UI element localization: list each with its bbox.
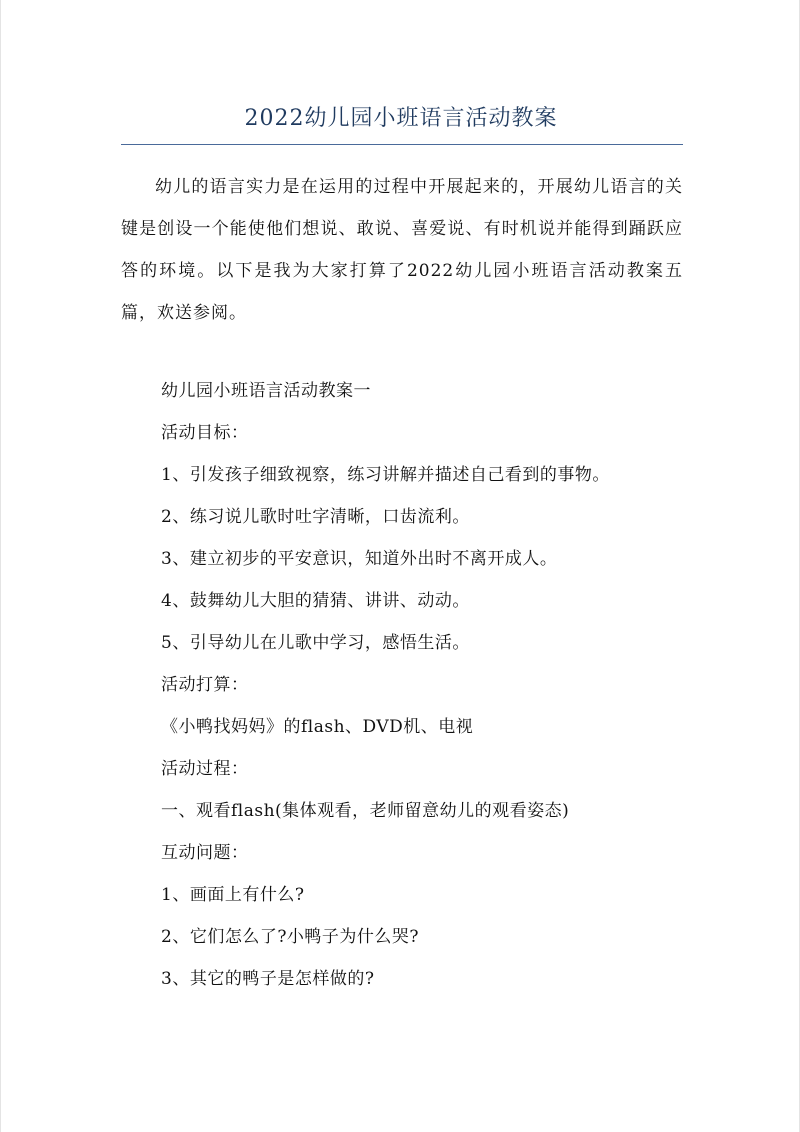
document-body xyxy=(121,166,683,1000)
body-line: 《小鸭找妈妈》的flash、DVD机、电视 xyxy=(161,717,474,737)
body-line: 1、引发孩子细致视察，练习讲解并描述自己看到的事物。 xyxy=(161,465,610,485)
document-title: 2022幼儿园小班语言活动教案 xyxy=(244,106,558,131)
body-line: 1、画面上有什么? xyxy=(161,885,305,905)
body-line: 2、练习说儿歌时吐字清晰，口齿流利。 xyxy=(161,507,470,527)
paragraph-spacer xyxy=(121,334,683,370)
body-line: 活动目标： xyxy=(161,423,249,443)
body-line: 3、建立初步的平安意识，知道外出时不离开成人。 xyxy=(161,549,558,569)
body-line: 2、它们怎么了?小鸭子为什么哭? xyxy=(161,927,420,947)
body-line: 活动过程： xyxy=(161,759,249,779)
intro-paragraph: 幼儿的语言实力是在运用的过程中开展起来的，开展幼儿语言的关键是创设一个能使他们想说、敢说、喜爱说、有时机说并能得到踊跃应答的环境。以下是我为大家打算了2022幼儿园小班语言活动教案五篇，欢送参阅。 xyxy=(121,177,683,323)
section-heading: 幼儿园小班语言活动教案一 xyxy=(161,381,371,401)
body-line: 活动打算： xyxy=(161,675,249,695)
body-line: 一、观看flash(集体观看，老师留意幼儿的观看姿态) xyxy=(161,801,570,821)
body-line: 5、引导幼儿在儿歌中学习，感悟生活。 xyxy=(161,633,470,653)
title-divider xyxy=(121,144,683,145)
body-line: 3、其它的鸭子是怎样做的? xyxy=(161,969,375,989)
body-line: 互动问题： xyxy=(161,843,249,863)
body-line: 4、鼓舞幼儿大胆的猜猜、讲讲、动动。 xyxy=(161,591,470,611)
